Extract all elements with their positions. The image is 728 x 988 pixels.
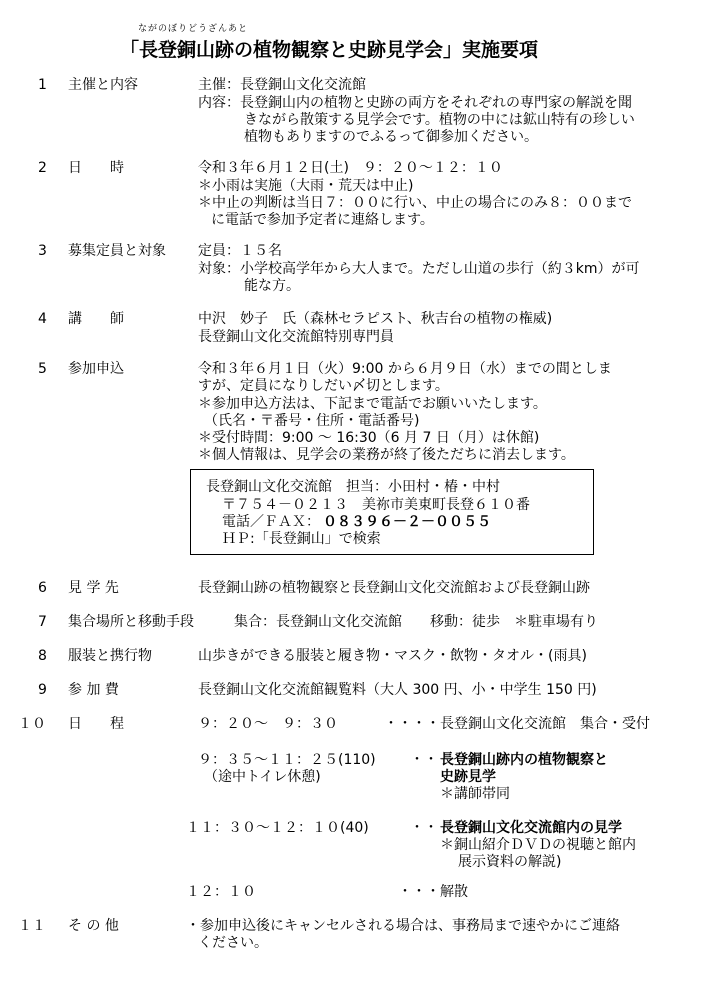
contact-office: 長登銅山文化交流館 担当：小田村・椿・中村: [206, 479, 500, 495]
title-ruby: ながのぼりどうざんあと: [138, 24, 249, 34]
section-9-number: 9: [38, 682, 47, 698]
schedule-desc: 長登銅山跡内の植物観察と: [440, 752, 608, 768]
schedule-desc: ＊講師帯同: [440, 786, 510, 802]
section-1-number: 1: [38, 77, 47, 93]
schedule-desc: 長登銅山文化交流館 集合・受付: [440, 716, 650, 732]
section-2-line: に電話で参加予定者に連絡します。: [211, 212, 434, 228]
section-9-label: 参 加 費: [68, 682, 119, 698]
section-5-line: ＊個人情報は、見学会の業務が終了後ただちに消去します。: [198, 447, 575, 463]
section-2-label: 日 時: [68, 160, 124, 176]
section-3-label: 募集定員と対象: [68, 243, 166, 259]
section-2-number: 2: [38, 160, 47, 176]
schedule-time: ９：３５～１１：２５(110): [198, 752, 376, 768]
section-4-line: 中沢 妙子 氏（森林セラピスト、秋吉台の植物の権威): [198, 311, 553, 327]
section-5-label: 参加申込: [68, 361, 124, 377]
section-3-line: 能な方。: [244, 278, 300, 294]
schedule-dots: ・・: [410, 820, 438, 836]
section-4-line: 長登銅山文化交流館特別専門員: [198, 329, 394, 345]
schedule-desc: 史跡見学: [440, 769, 496, 785]
schedule-desc: 長登銅山文化交流館内の見学: [440, 820, 622, 836]
section-10-label: 日 程: [68, 716, 124, 732]
section-9-text: 長登銅山文化交流館観覧料（大人 300 円、小・中学生 150 円): [198, 682, 597, 698]
schedule-time: １１：３０～１２：１０(40): [186, 820, 369, 836]
section-4-number: 4: [38, 311, 47, 327]
section-7-number: 7: [38, 614, 47, 630]
contact-homepage: ＨＰ:「長登銅山」で検索: [222, 531, 381, 547]
schedule-dots: ・・: [410, 752, 438, 768]
section-6-label: 見 学 先: [68, 580, 119, 596]
section-2-line: 令和３年６月１２日(土) ９：２０～１２：１０: [198, 160, 503, 176]
schedule-desc: 解散: [440, 884, 468, 900]
section-1-line: きながら散策する見学会です。植物の中には鉱山特有の珍しい: [244, 112, 635, 128]
section-5-line: 令和３年６月１日（火）9:00 から６月９日（水）までの間としま: [198, 361, 612, 377]
section-8-number: 8: [38, 648, 47, 664]
contact-phone-label: 電話／ＦＡＸ：: [222, 514, 320, 530]
section-5-line: ＊参加申込方法は、下記まで電話でお願いいたします。: [198, 396, 547, 412]
schedule-desc: 展示資料の解説): [458, 854, 562, 870]
section-6-number: 6: [38, 580, 47, 596]
section-4-label: 講 師: [68, 311, 124, 327]
section-11-line: ・参加申込後にキャンセルされる場合は、事務局まで速やかにご連絡: [186, 918, 620, 934]
contact-address: 〒７５４－０２１３ 美祢市美東町長登６１０番: [222, 497, 530, 513]
section-8-label: 服装と携行物: [68, 648, 152, 664]
section-3-line: 対象：小学校高学年から大人まで。ただし山道の歩行（約３km）が可: [198, 261, 640, 277]
section-1-line: 主催：長登銅山文化交流館: [198, 77, 366, 93]
section-1-line: 内容：長登銅山内の植物と史跡の両方をそれぞれの専門家の解説を聞: [198, 95, 632, 111]
section-6-text: 長登銅山跡の植物観察と長登銅山文化交流館および長登銅山跡: [198, 580, 590, 596]
section-11-number: １１: [18, 918, 46, 934]
section-7-label: 集合場所と移動手段: [68, 614, 194, 630]
section-5-line: ＊受付時間：9:00 ～ 16:30（6 月 7 日（月）は休館): [198, 430, 540, 446]
schedule-dots: ・・・: [398, 884, 440, 900]
section-11-label: そ の 他: [68, 918, 119, 934]
section-3-line: 定員：１５名: [198, 243, 282, 259]
schedule-dots: ・・・・: [384, 716, 440, 732]
schedule-desc: ＊銅山紹介ＤＶＤの視聴と館内: [440, 837, 636, 853]
section-5-line: すが、定員になりしだい〆切とします。: [198, 378, 449, 394]
section-2-line: ＊小雨は実施（大雨・荒天は中止): [198, 178, 414, 194]
section-1-line: 植物もありますのでふるって御参加ください。: [244, 129, 538, 145]
section-5-number: 5: [38, 361, 47, 377]
section-7-text: 集合：長登銅山文化交流館 移動：徒歩 ＊駐車場有り: [234, 614, 598, 630]
section-11-line: ください。: [198, 935, 268, 951]
section-5-line: （氏名・〒番号・住所・電話番号): [204, 413, 420, 429]
section-10-number: １０: [18, 716, 46, 732]
schedule-time: ９：２０～ ９：３０: [198, 716, 338, 732]
schedule-time: １２：１０: [186, 884, 256, 900]
contact-phone-number: ０８３９６－２－００５５: [323, 514, 491, 530]
section-1-label: 主催と内容: [68, 77, 138, 93]
schedule-note: （途中トイレ休憩): [204, 769, 321, 785]
section-2-line: ＊中止の判断は当日７：００に行い、中止の場合にのみ８：００まで: [198, 195, 632, 211]
section-3-number: 3: [38, 243, 47, 259]
section-8-text: 山歩きができる服装と履き物・マスク・飲物・タオル・(雨具): [198, 648, 587, 664]
page-title: 「長登銅山跡の植物観察と史跡見学会」実施要項: [120, 39, 539, 61]
